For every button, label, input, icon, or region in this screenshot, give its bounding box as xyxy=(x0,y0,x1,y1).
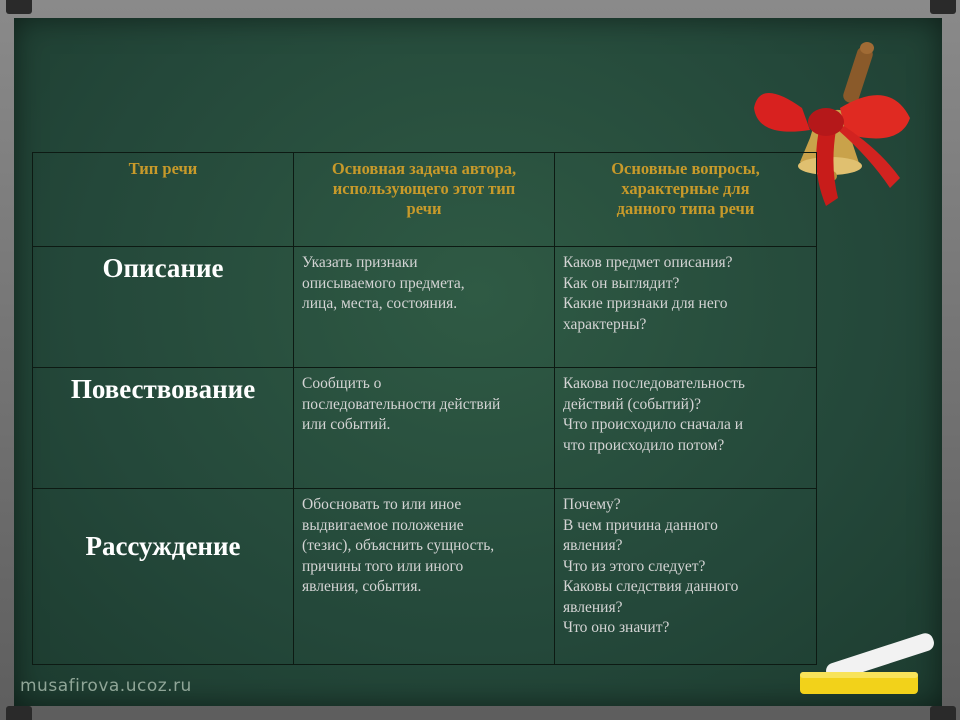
speech-type-cell: Описание xyxy=(33,247,294,368)
speech-type-cell: Повествование xyxy=(33,368,294,489)
questions-cell: Почему? В чем причина данного явления? Что из этого следует? Каковы следствия данного явления? Что оно значит? xyxy=(555,489,817,665)
frame-clip xyxy=(930,0,956,14)
author-task-cell: Обосновать то или иное выдвигаемое положение (тезис), объяснить сущность, причины того или иного явления, события. xyxy=(294,489,555,665)
frame-clip xyxy=(930,706,956,720)
speech-types-table xyxy=(32,152,817,665)
header-author-task: Основная задача автора, использующего этот тип речи xyxy=(294,153,555,247)
frame-clip xyxy=(6,706,32,720)
questions-cell: Каков предмет описания? Как он выглядит? Какие признаки для него характерны? xyxy=(555,247,817,368)
author-task-cell: Сообщить о последовательности действий или событий. xyxy=(294,368,555,489)
table-row xyxy=(33,368,817,489)
author-task-cell: Указать признаки описываемого предмета, лица, места, состояния. xyxy=(294,247,555,368)
table-row xyxy=(33,247,817,368)
frame-clip xyxy=(6,0,32,14)
table-header-row xyxy=(33,153,817,247)
site-watermark: musafirova.ucoz.ru xyxy=(20,676,192,696)
header-speech-type: Тип речи xyxy=(33,153,294,247)
chalk-icon xyxy=(800,618,950,708)
header-main-questions: Основные вопросы, характерные для данного типа речи xyxy=(555,153,817,247)
questions-cell: Какова последовательность действий (событий)? Что происходило сначала и что происходило потом? xyxy=(555,368,817,489)
table-row xyxy=(33,489,817,665)
speech-type-cell: Рассуждение xyxy=(33,489,294,665)
